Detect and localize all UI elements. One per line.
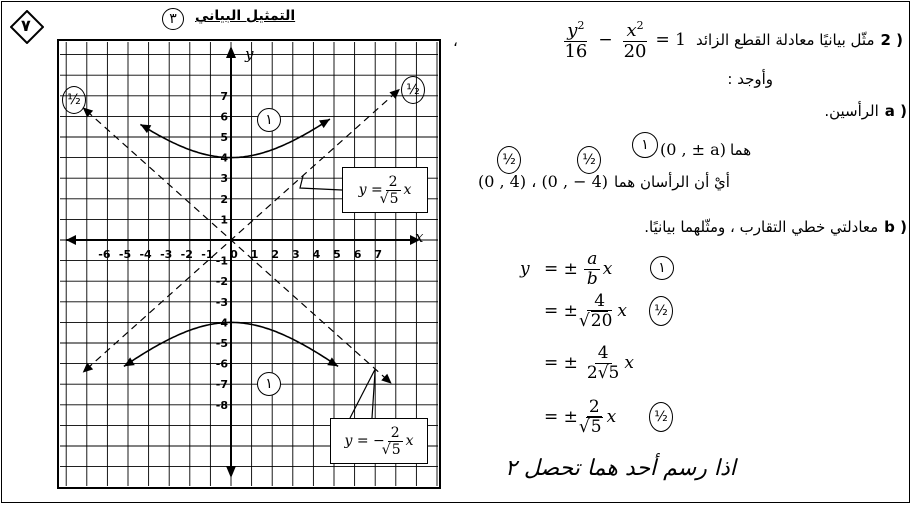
graph-title: التمثيل البياني	[195, 8, 296, 24]
y-tick-label: 7	[220, 89, 228, 103]
vertex-mark-1: ½	[497, 146, 521, 174]
vertex-mark-2: ½	[577, 146, 601, 174]
y-tick-label: -8	[215, 398, 228, 412]
half-mark-left: ½	[62, 86, 86, 114]
branch-arrow	[327, 357, 338, 366]
fraction: 2 √ 5	[387, 426, 404, 457]
step-4: = ± 2 √ 5 x	[520, 394, 616, 440]
y-tick-label: -7	[215, 378, 228, 392]
x-tick-label: 7	[374, 248, 383, 261]
x-tick-label: -5	[118, 248, 132, 261]
x-tick-label: -1	[201, 248, 214, 261]
y-tick-label: 1	[220, 213, 228, 227]
callout-lower	[350, 369, 375, 418]
y-tick-label: 4	[220, 151, 228, 165]
part-a-mark: ١	[632, 132, 658, 158]
hyperbola-equation: $\frac{y^2}{16}$ − $\frac{x^2}{20}$ = 1	[564, 18, 686, 62]
y-axis-arrow-up	[226, 46, 236, 58]
part-a-label: a )	[884, 102, 907, 120]
asymptote-label-upper: y = 2 √ 5 x	[342, 167, 428, 213]
x-tick-label: 3	[291, 248, 300, 261]
branch-arrow	[140, 124, 151, 133]
callout-upper	[300, 176, 342, 190]
page-number-badge: ٧	[10, 10, 44, 44]
x-tick-label: 0	[230, 248, 238, 261]
asymptote-arrow	[389, 89, 399, 99]
fraction: 2 √ 5	[385, 175, 402, 206]
x-axis-arrow-left	[66, 235, 76, 245]
graph-title-badge: ٣	[162, 8, 184, 30]
handwritten-note: اذا رسم أحد هما تحصل ٢	[505, 456, 736, 481]
y-tick-label: 2	[220, 192, 228, 206]
x-tick-label: 1	[250, 248, 259, 261]
problem-statement-line: ، $\frac{y^2}{16}$ − $\frac{x^2}{20}$ = 1 مثّل بيانيًا معادلة القطع الزائد 2 )	[453, 18, 903, 62]
x-tick-label: -3	[160, 248, 173, 261]
step-2: = ± 4 √ 20 x	[520, 288, 627, 334]
x-tick-label: 6	[353, 248, 362, 261]
y-tick-label: -5	[215, 337, 228, 350]
axes	[66, 46, 420, 478]
asymptote-label-lower: y = − 2 √ 5 x	[330, 418, 428, 464]
vertices-line: (0 , 4) ، (0 , − 4) أيْ أن الرأسان هما	[478, 172, 730, 191]
x-axis-label: x	[415, 228, 424, 246]
x-tick-label: 5	[333, 248, 341, 261]
y-tick-label: 3	[220, 172, 228, 186]
find-label: وأوجد :	[727, 70, 773, 88]
step-1: y = ± $\frac{a}{b}$ x	[520, 248, 613, 289]
part-b-line: معادلتي خطي التقارب ، ومثّلهما بيانيًا. b )	[644, 218, 907, 236]
half-mark-right: ½	[401, 76, 425, 104]
y-tick-label: 5	[220, 131, 228, 144]
y-axis-label: y	[245, 45, 254, 63]
x-tick-label: -2	[180, 248, 193, 261]
upper-branch-mark: ١	[257, 108, 281, 132]
branch-arrow	[124, 357, 135, 366]
part-b-label: b )	[884, 218, 907, 236]
problem-number: 2 )	[880, 31, 903, 49]
problem-statement: مثّل بيانيًا معادلة القطع الزائد	[695, 31, 875, 49]
asymptote-positive	[87, 93, 396, 369]
step-3: = ± $\frac{4}{2√5}$ x	[544, 342, 634, 383]
y-tick-label: -4	[215, 316, 228, 330]
part-a-line: الرأسين. a )	[824, 102, 907, 120]
lower-branch-mark: ١	[257, 372, 281, 396]
asymptote-negative	[87, 111, 388, 380]
step-1-mark: ١	[650, 256, 674, 280]
y-tick-label: -3	[215, 295, 228, 309]
asymptote-lines	[83, 89, 400, 384]
x-tick-label: -6	[98, 248, 111, 261]
x-tick-label: 4	[312, 248, 321, 261]
y-tick-label: -6	[215, 357, 228, 371]
y-tick-label: 6	[220, 110, 228, 124]
branch-arrow	[319, 119, 330, 128]
part-a-answer: (0 , ± a) هما	[660, 140, 752, 159]
x-tick-label: 2	[271, 248, 280, 261]
y-tick-label: -1	[215, 254, 228, 268]
y-axis-arrow-down	[226, 466, 236, 478]
y-tick-label: -2	[215, 275, 228, 289]
step-2-mark: ½	[649, 296, 673, 326]
x-tick-label: -4	[139, 248, 152, 261]
step-4-mark: ½	[649, 402, 673, 432]
